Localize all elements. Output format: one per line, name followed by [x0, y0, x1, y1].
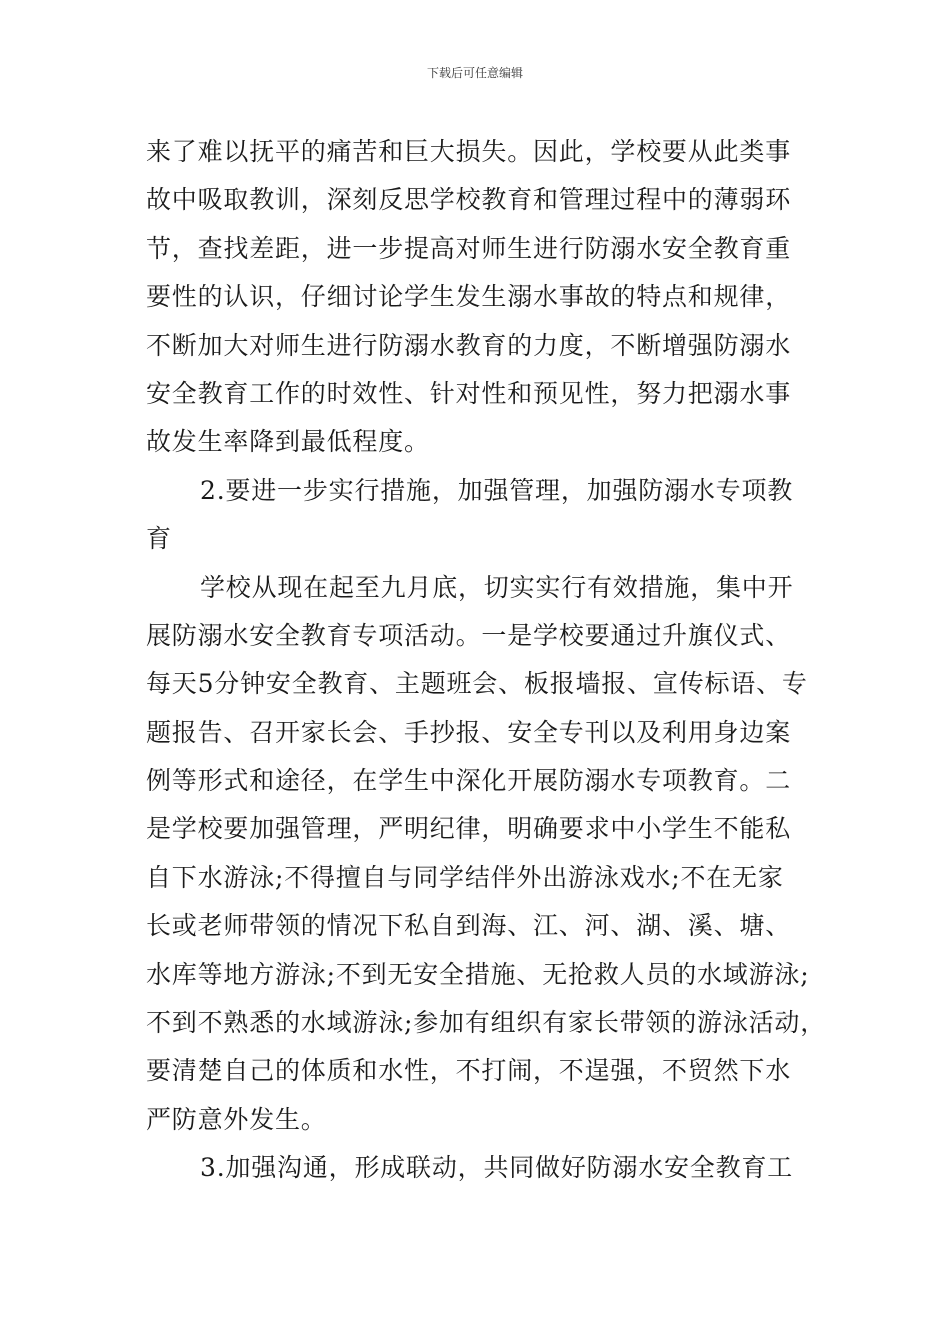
- text-line: 长或老师带领的情况下私自到海、江、河、湖、溪、塘、: [146, 911, 792, 941]
- document-body: [146, 128, 827, 1193]
- text-line: 展防溺水安全教育专项活动。一是学校要通过升旗仪式、: [146, 620, 792, 650]
- text-line: 是学校要加强管理，严明纪律，明确要求中小学生不能私: [146, 814, 792, 844]
- text-line: 节，查找差距，进一步提高对师生进行防溺水安全教育重: [146, 233, 792, 263]
- page-header: 下载后可任意编辑: [426, 66, 523, 80]
- paragraph-start: 学校从现在起至九月底，切实实行有效措施，集中开: [200, 572, 794, 602]
- text-line: 要性的认识，仔细讨论学生发生溺水事故的特点和规律，: [146, 282, 792, 312]
- text-line: 严防意外发生。: [146, 1104, 327, 1134]
- text-line: 故中吸取教训，深刻反思学校教育和管理过程中的薄弱环: [146, 185, 792, 215]
- text-line: 例等形式和途径，在学生中深化开展防溺水专项教育。二: [146, 766, 792, 796]
- section-heading-3: 3.加强沟通，形成联动，共同做好防溺水安全教育工: [200, 1153, 794, 1183]
- text-line: 不断加大对师生进行防溺水教育的力度，不断增强防溺水: [146, 330, 792, 360]
- text-line: 来了难以抚平的痛苦和巨大损失。因此，学校要从此类事: [146, 137, 792, 166]
- text-line: 故发生率降到最低程度。: [146, 427, 430, 457]
- text-line: 要清楚自己的体质和水性，不打闹，不逞强，不贸然下水: [146, 1056, 792, 1086]
- text-line: 育: [146, 524, 172, 554]
- text-line: 不到不熟悉的水域游泳;参加有组织有家长带领的游泳活动，: [146, 1008, 827, 1038]
- text-line: 自下水游泳;不得擅自与同学结伴外出游泳戏水;不在无家: [146, 862, 784, 892]
- text-line: 安全教育工作的时效性、针对性和预见性，努力把溺水事: [146, 378, 792, 408]
- text-line: 每天5分钟安全教育、主题班会、板报墙报、宣传标语、专: [146, 669, 808, 699]
- section-heading-2: 2.要进一步实行措施，加强管理，加强防溺水专项教: [200, 475, 794, 505]
- text-line: 题报告、召开家长会、手抄报、安全专刊以及利用身边案: [146, 717, 792, 747]
- text-line: 水库等地方游泳;不到无安全措施、无抢救人员的水域游泳;: [146, 959, 810, 989]
